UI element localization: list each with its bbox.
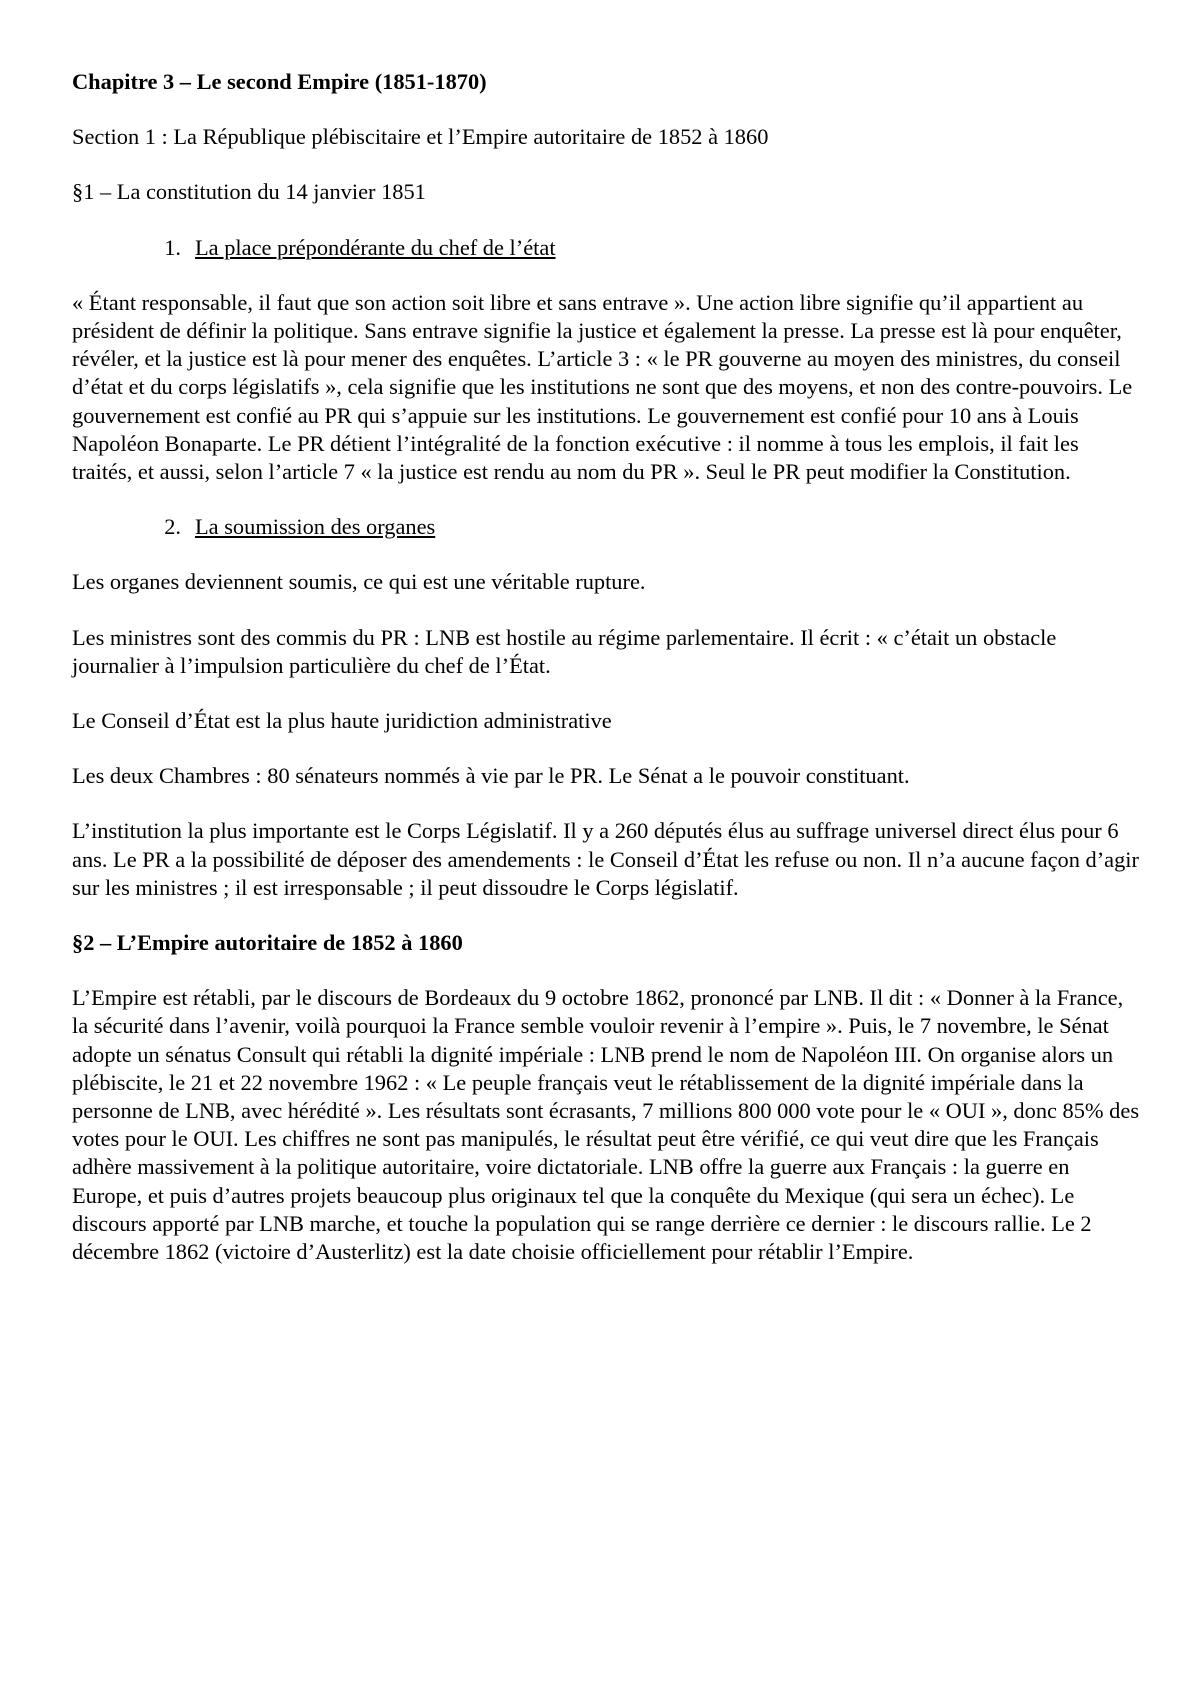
list-item-number: 2. bbox=[164, 514, 181, 540]
paragraph-1: « Étant responsable, il faut que son action soit libre et sans entrave ». Une action libre signifie qu’il appartient au président de définir la politique. Sans entrave signifie la justice et également la presse. La presse est là pour enquêter, révéler, et la justice est là pour mener des enquêtes. L’article 3 : « le PR gouverne au moyen des ministres, du conseil d’état et du corps législatifs », cela signifie que les institutions ne sont que des moyens, et non des contre-pouvoirs. Le gouvernement est confié au PR qui s’appuie sur les institutions. Le gouvernement est confié pour 10 ans à Louis Napoléon Bonaparte. Le PR détient l’intégralité de la fonction exécutive : il nomme à tous les emplois, il fait les traités, et aussi, selon l’article 7 « la justice est rendu au nom du PR ». Seul le PR peut modifier la Constitution. bbox=[72, 289, 1133, 485]
paragraph-2e: L’institution la plus importante est le Corps Législatif. Il y a 260 députés élus au suffrage universel direct élus pour 6 ans. Le PR a la possibilité de déposer des amendements : le Conseil d’État les refuse ou non. Il n’a aucune façon d’agir sur les ministres ; il est irresponsable ; il peut dissoudre le Corps législatif. bbox=[72, 818, 1139, 900]
list-item-1 bbox=[72, 234, 1142, 262]
paragraph-2a: Les organes deviennent soumis, ce qui est une véritable rupture. bbox=[72, 569, 646, 595]
section-heading: Section 1 : La République plébiscitaire et l’Empire autoritaire de 1852 à 1860 bbox=[72, 124, 769, 150]
document-page bbox=[72, 68, 1142, 1293]
paragraph-2b: Les ministres sont des commis du PR : LNB est hostile au régime parlementaire. Il écrit : « c’était un obstacle journalier à l’impulsion particulière du chef de l’État. bbox=[72, 624, 1057, 678]
paragraph-2c: Le Conseil d’État est la plus haute juridiction administrative bbox=[72, 708, 612, 734]
chapter-title: Chapitre 3 – Le second Empire (1851-1870) bbox=[72, 69, 487, 94]
paragraph-3: L’Empire est rétabli, par le discours de Bordeaux du 9 octobre 1862, prononcé par LNB. Il dit : « Donner à la France, la sécurité dans l’avenir, voilà pourquoi la France semble vouloir revenir à l’empire ». Puis, le 7 novembre, le Sénat adopte un sénatus Consult qui rétabli la dignité impériale : LNB prend le nom de Napoléon III. On organise alors un plébiscite, le 21 et 22 novembre 1962 : « Le peuple français veut le rétablissement de la dignité impériale dans la personne de LNB, avec hérédité ». Les résultats sont écrasants, 7 millions 800 000 vote pour le « OUI », donc 85% des votes pour le OUI. Les chiffres ne sont pas manipulés, le résultat peut être vérifié, ce qui veut dire que les Français adhère massivement à la politique autoritaire, voire dictatoriale. LNB offre la guerre aux Français : la guerre en Europe, et puis d’autres projets beaucoup plus originaux tel que la conquête du Mexique (qui sera un échec). Le discours apporté par LNB marche, et touche la population qui se range derrière ce dernier : le discours rallie. Le 2 décembre 1862 (victoire d’Austerlitz) est la date choisie officiellement pour rétablir l’Empire. bbox=[72, 985, 1140, 1265]
subsection-heading-2: §2 – L’Empire autoritaire de 1852 à 1860 bbox=[72, 930, 463, 956]
paragraph-2d: Les deux Chambres : 80 sénateurs nommés à vie par le PR. Le Sénat a le pouvoir constituant. bbox=[72, 763, 910, 789]
subsection-heading-1: §1 – La constitution du 14 janvier 1851 bbox=[72, 179, 426, 205]
list-item-label: La place prépondérante du chef de l’état bbox=[195, 234, 556, 260]
list-item-number: 1. bbox=[164, 234, 181, 260]
list-item-label: La soumission des organes bbox=[195, 514, 436, 540]
list-item-2 bbox=[72, 513, 1142, 541]
